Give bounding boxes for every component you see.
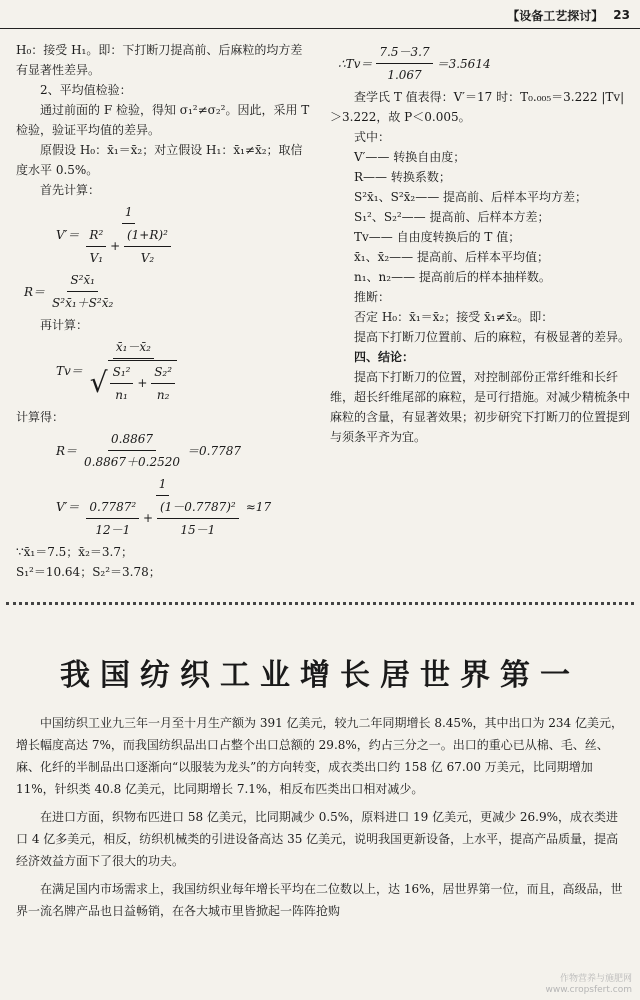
fraction-numerator: 1 [156,474,170,496]
fraction-numerator: S²x̄₁ [67,270,98,292]
fraction-denominator [87,359,180,405]
fraction-numerator: R² [86,225,106,247]
running-header [507,6,630,24]
formula-tv [16,337,312,405]
fraction-numerator: 0.8867 [108,429,156,451]
watermark [546,974,633,996]
definitions-title: 式中： [354,130,391,144]
sample-means-line: ∵x̄₁＝7.5；x̄₂＝3.7； [16,545,133,559]
fraction-numerator: 7.5－3.7 [376,42,432,64]
then-compute-label: 再计算： [40,318,89,332]
definition-item: Tv—— 自由度转换后的 T 值； [354,230,521,244]
fraction-numerator: (1－0.7787)² [157,497,239,519]
formula-lhs: ∴Tv＝ [338,56,373,71]
fraction [87,337,180,405]
fraction [83,202,173,268]
fraction [124,225,171,268]
formula-lhs: V′＝ [56,500,80,514]
formula-lhs: R＝ [56,443,78,458]
inference-text: 否定 H₀：x̄₁＝x̄₂；接受 x̄₁≠x̄₂。即： [354,310,554,324]
header-rule [0,28,640,29]
formula-rhs: ＝3.5614 [436,56,491,71]
fraction-numerator: x̄₁－x̄₂ [113,337,154,359]
fraction [83,474,241,540]
fraction-denominator: S²x̄₁＋S²x̄₂ [52,296,114,310]
article-paragraph: 中国纺织工业九三年一月至十月生产额为 391 亿美元，较九二年同期增长 8.45%，其中出口为 234 亿美元，增长幅度高达 7%，而我国纺织品出口占整个出口总额的 29.8%，约占三分之一。出口的重心已从棉、毛、丝、麻、化纤的半制品出口逐渐向“以服装为龙头”的方向转变，成衣类出口约 158 亿 67.00 万美元，比同期增加 11%，针织类 40.8 亿美元，比同期增长 7.1%，相反布匹类出口相对减少。 [16,716,624,796]
plus-sign: + [110,239,121,253]
fraction-denominator: 12－1 [95,523,131,537]
fraction [151,362,175,405]
watermark-site-name: 作物营养与施肥网 [559,974,632,984]
header-section-label: 【设备工艺探讨】 [507,8,604,23]
fraction-numerator: S₁² [110,362,134,384]
radicand [108,360,177,405]
mean-test-heading: 2、平均值检验： [40,83,132,97]
watermark-url: www.cropsfert.com [545,985,632,995]
computed-label: 计算得： [16,410,65,424]
fraction-denominator: V₂ [140,251,155,265]
section-divider [6,602,634,605]
fraction-numerator: 0.7787² [86,497,139,519]
inference-title: 推断： [354,290,391,304]
formula-lhs: Tv＝ [56,364,83,378]
formula-r [16,270,312,313]
t-table-lookup-paragraph: 查学氏 T 值表得：V′＝17 时：T₀.₀₀₅＝3.222 |Tv|＞3.222，故 P＜0.005。 [330,90,625,124]
fraction-denominator: 1.067 [387,68,422,82]
article-paragraph: 在进口方面，织物布匹进口 58 亿美元，比同期减少 0.5%，原料进口 19 亿美元，更减少 26.9%，成衣类进口 4 亿多美元，相反，纺织机械类的引进设备高达 35 亿美元，说明我国更新设备，上水平，提高产品质量，提高经济效益方面下了很大的功夫。 [16,810,619,868]
fraction [157,497,239,540]
t-test-intro-paragraph: 通过前面的 F 检验，得知 σ₁²≠σ₂²。因此，采用 T 检验，验证平均值的差异。 [16,103,310,137]
fraction [86,497,139,540]
left-column [16,40,312,582]
computed-v-prime [16,474,312,540]
formula-lhs: R＝ [24,284,46,299]
article-title: 我国纺织工业增长居世界第一 [60,658,580,693]
fraction [49,270,116,313]
hypothesis-paragraph: 原假设 H₀：x̄₁＝x̄₂；对立假设 H₁：x̄₁≠x̄₂；取信度水平 0.5%。 [16,143,303,177]
fraction-denominator: n₁ [115,388,128,402]
definition-item: V′—— 转换自由度； [354,150,466,164]
fraction-denominator: V₁ [89,251,104,265]
page-number: 23 [613,8,630,22]
sample-variances-line: S₁²＝10.64；S₂²＝3.78； [16,565,161,579]
article-paragraph: 在满足国内市场需求上，我国纺织业每年增长平均在二位数以上，达 16%，居世界第一位，而且，高级品，世界一流名牌产品也日益畅销，在各大城市里皆掀起一阵阵抢购 [16,882,623,918]
fraction-denominator: 15－1 [180,523,216,537]
fraction [81,429,183,472]
fraction-numerator: S₂² [151,362,175,384]
definition-item: S₁²、S₂²—— 提高前、后样本方差； [354,210,550,224]
conclusion-paragraph: 提高下打断刀的位置，对控制部份正常纤维和长纤维，超长纤维尾部的麻粒，是可行措施。对减少精梳条中麻粒的含量，有显著效果；初步研究下打断刀的位置提到与须条平齐为宜。 [330,370,631,444]
radical-sign: √ [89,365,108,399]
fraction [110,362,134,405]
plus-sign: + [143,511,154,525]
article-body [16,712,628,928]
fraction-numerator: 1 [122,202,136,224]
plus-sign: + [137,376,148,390]
right-column [330,40,630,447]
fraction [86,225,106,268]
conclusion-heading: 四、结论： [354,350,415,364]
computed-r [16,429,312,472]
fraction-denominator: n₂ [156,388,170,402]
formula-tv-result [330,42,630,85]
formula-v-prime [16,202,312,268]
fraction-numerator: (1+R)² [124,225,171,247]
formula-rhs: ＝0.7787 [187,443,242,458]
fraction-denominator [83,496,241,540]
inference-result: 提高下打断刀位置前、后的麻粒，有极显著的差异。 [354,330,631,344]
fraction-denominator [83,224,173,268]
definition-item: n₁、n₂—— 提高前后的样本抽样数。 [354,270,551,284]
fraction-denominator: 0.8867＋0.2520 [84,455,181,469]
definition-item: x̄₁、x̄₂—— 提高前、后样本平均值； [354,250,549,264]
hypothesis-conclusion-paragraph: H₀：接受 H₁。即：下打断刀提高前、后麻粒的均方差有显著性差异。 [16,43,303,77]
definition-item: R—— 转换系数； [354,170,451,184]
first-compute-label: 首先计算： [40,183,101,197]
square-root [90,360,177,405]
definition-item: S²x̄₁、S²x̄₂—— 提高前、后样本平均方差； [354,190,588,204]
formula-lhs: V′＝ [56,228,80,242]
formula-rhs: ≈17 [245,500,272,514]
fraction [376,42,432,85]
